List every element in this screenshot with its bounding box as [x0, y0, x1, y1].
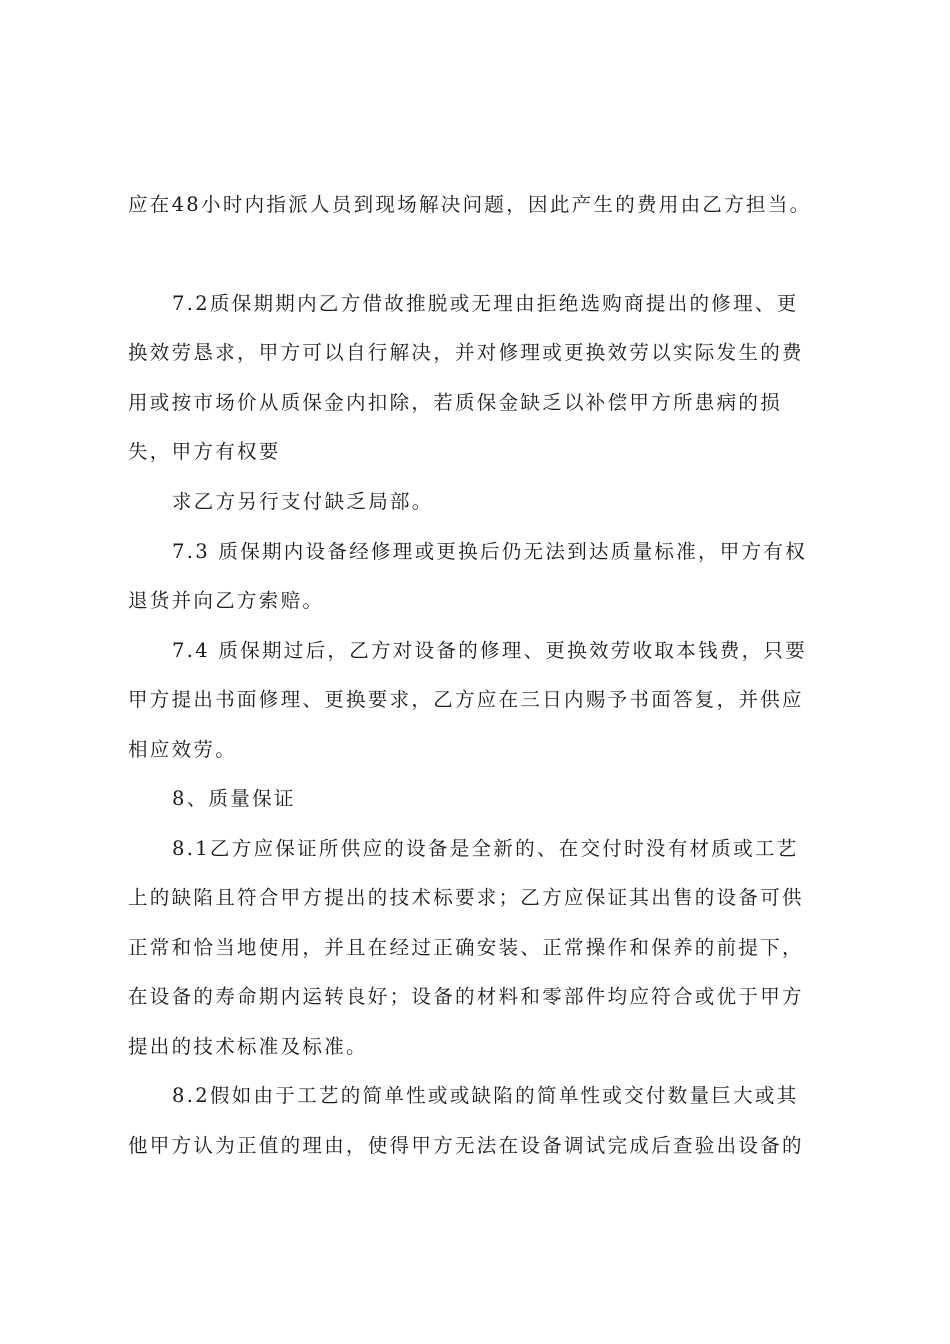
- text-line-14: 上的缺陷且符合甲方提出的技术标要求；乙方应保证其出售的设备可供: [128, 886, 804, 909]
- text-line-6: 求乙方另行支付缺乏局部。: [172, 490, 434, 513]
- text-line-13: 8.1乙方应保证所供应的设备是全新的、在交付时没有材质或工艺: [172, 837, 799, 860]
- text-line-16: 在设备的寿命期内运转良好；设备的材料和零部件均应符合或优于甲方: [128, 985, 804, 1008]
- text-line-3: 换效劳恳求，甲方可以自行解决，并对修理或更换效劳以实际发生的费: [128, 341, 804, 364]
- text-line-9: 7.4 质保期过后，乙方对设备的修理、更换效劳收取本钱费，只要: [172, 639, 808, 662]
- text-line-19: 他甲方认为正值的理由，使得甲方无法在设备调试完成后查验出设备的: [128, 1134, 804, 1157]
- text-line-1: 应在48小时内指派人员到现场解决问题，因此产生的费用由乙方担当。: [128, 193, 812, 216]
- text-line-18: 8.2假如由于工艺的简单性或或缺陷的简单性或交付数量巨大或其: [172, 1084, 799, 1107]
- section-heading: 8、质量保证: [172, 787, 296, 810]
- text-line-2: 7.2质保期期内乙方借故推脱或无理由拒绝选购商提出的修理、更: [172, 292, 799, 315]
- text-line-4: 用或按市场价从质保金内扣除，若质保金缺乏以补偿甲方所患病的损: [128, 391, 783, 414]
- text-line-5: 失，甲方有权要: [128, 440, 281, 463]
- text-line-15: 正常和恰当地使用，并且在经过正确安装、正常操作和保养的前提下，: [128, 936, 804, 959]
- text-line-10: 甲方提出书面修理、更换要求，乙方应在三日内赐予书面答复，并供应: [128, 688, 804, 711]
- text-line-8: 退货并向乙方索赔。: [128, 589, 325, 612]
- text-line-11: 相应效劳。: [128, 738, 238, 761]
- text-line-7: 7.3 质保期内设备经修理或更换后仍无法到达质量标准，甲方有权: [172, 540, 808, 563]
- text-line-17: 提出的技术标准及标准。: [128, 1035, 368, 1058]
